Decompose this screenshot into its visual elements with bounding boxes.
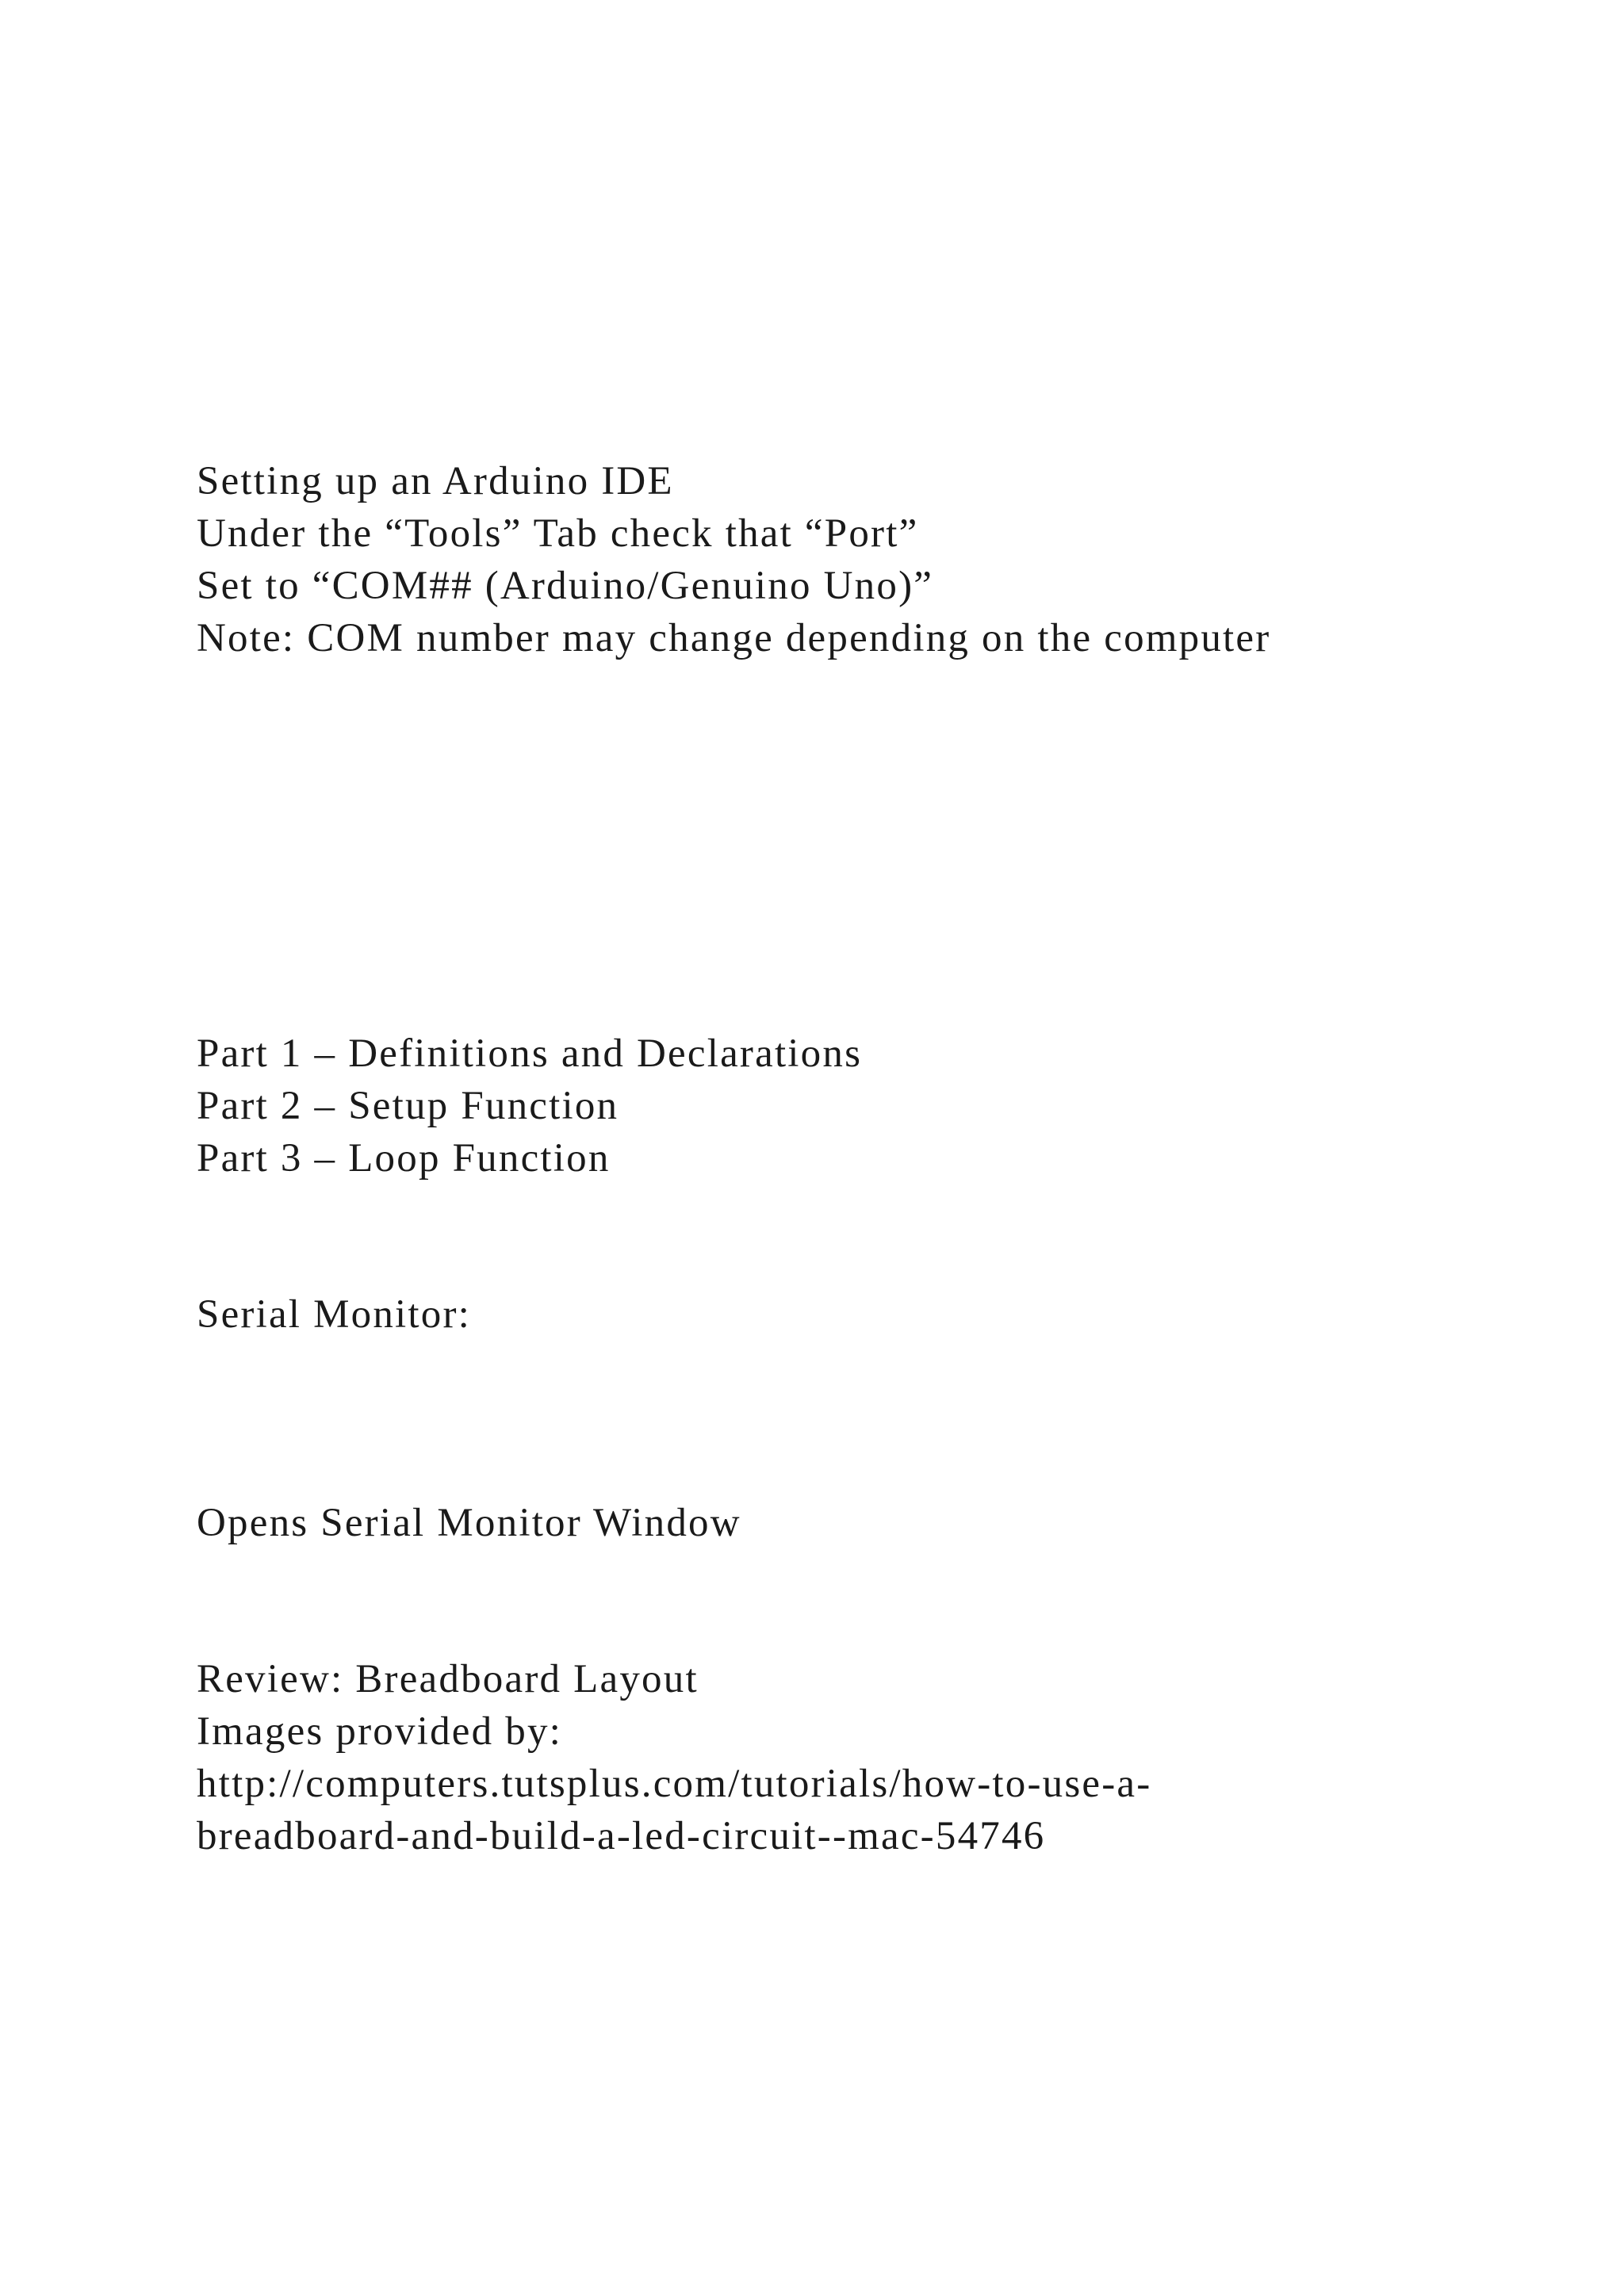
opens-section <box>197 1497 1505 1549</box>
setup-section <box>197 455 1505 664</box>
setup-tools-port-line: Under the “Tools” Tab check that “Port” <box>197 511 919 556</box>
source-url-line-1: http://computers.tutsplus.com/tutorials/how-to-use-a- <box>197 1762 1152 1806</box>
setup-com-line: Set to “COM## (Arduino/Genuino Uno)” <box>197 564 934 608</box>
opens-serial-monitor-line: Opens Serial Monitor Window <box>197 1501 741 1545</box>
setup-title: Setting up an Arduino IDE <box>197 459 674 503</box>
images-provided-line: Images provided by: <box>197 1709 563 1754</box>
part-3-line: Part 3 – Loop Function <box>197 1136 611 1181</box>
review-section <box>197 1653 1505 1862</box>
serial-monitor-heading: Serial Monitor: <box>197 1292 472 1337</box>
setup-note-line: Note: COM number may change depending on the computer <box>197 616 1271 660</box>
part-1-line: Part 1 – Definitions and Declarations <box>197 1031 863 1076</box>
serial-monitor-section <box>197 1288 1505 1341</box>
review-title: Review: Breadboard Layout <box>197 1657 699 1701</box>
source-url-line-2: breadboard-and-build-a-led-circuit--mac-54746 <box>197 1814 1046 1858</box>
parts-section <box>197 1027 1505 1184</box>
part-2-line: Part 2 – Setup Function <box>197 1084 619 1128</box>
